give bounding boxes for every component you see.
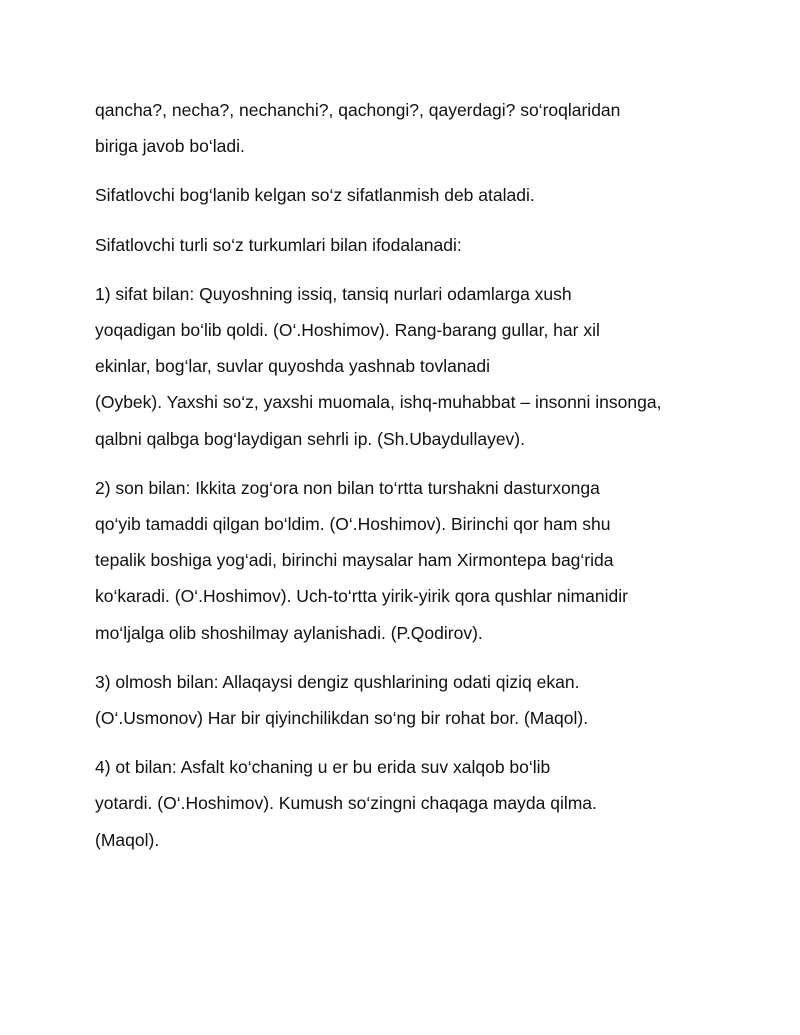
text-line: qalbni qalbga bog‘laydigan sehrli ip. (Sh.Ubaydullayev). (95, 428, 525, 449)
text-line: yoqadigan bo‘lib qoldi. (O‘.Hoshimov). Rang-barang gullar, har xil (95, 320, 600, 341)
paragraph-pronoun (95, 664, 735, 736)
paragraph-definition (95, 177, 735, 213)
document-page (95, 92, 735, 871)
text-line: 3) olmosh bilan: Allaqaysi dengiz qushlarining odati qiziq ekan. (95, 671, 580, 692)
text-line: mo‘ljalga olib shoshilmay aylanishadi. (P.Qodirov). (95, 622, 483, 643)
text-line: 1) sifat bilan: Quyoshning issiq, tansiq nurlari odamlarga xush (95, 283, 572, 304)
text-line: qancha?, necha?, nechanchi?, qachongi?, qayerdagi? so‘roqlaridan (95, 100, 621, 120)
paragraph-adjective (95, 276, 735, 457)
text-line: (Oybek). Yaxshi so‘z, yaxshi muomala, ishq-muhabbat – insonni insonga, (95, 392, 662, 413)
text-line: qo‘yib tamaddi qilgan bo‘ldim. (O‘.Hoshimov). Birinchi qor ham shu (95, 514, 611, 535)
text-line: ekinlar, bog‘lar, suvlar quyoshda yashnab tovlanadi (95, 356, 490, 377)
text-line: biriga javob bo‘ladi. (95, 136, 245, 157)
paragraph-noun (95, 749, 735, 858)
text-line: ko‘karadi. (O‘.Hoshimov). Uch-to‘rtta yirik-yirik qora qushlar nimanidir (95, 586, 628, 607)
text-line: tepalik boshiga yog‘adi, birinchi maysalar ham Xirmontepa bag‘rida (95, 550, 614, 571)
paragraph-intro (95, 92, 735, 164)
text-line: Sifatlovchi bog‘lanib kelgan so‘z sifatlanmish deb ataladi. (95, 185, 535, 206)
text-line: Sifatlovchi turli so‘z turkumlari bilan ifodalanadi: (95, 234, 462, 255)
paragraph-types-intro (95, 227, 735, 263)
paragraph-numeral (95, 470, 735, 651)
text-line: yotardi. (O‘.Hoshimov). Kumush so‘zingni chaqaga mayda qilma. (95, 793, 597, 814)
text-line: 4) ot bilan: Asfalt ko‘chaning u er bu erida suv xalqob bo‘lib (95, 757, 551, 778)
text-line: (O‘.Usmonov) Har bir qiyinchilikdan so‘ng bir rohat bor. (Maqol). (95, 708, 589, 729)
text-line: 2) son bilan: Ikkita zog‘ora non bilan to‘rtta turshakni dasturxonga (95, 477, 600, 498)
text-line: (Maqol). (95, 829, 160, 850)
